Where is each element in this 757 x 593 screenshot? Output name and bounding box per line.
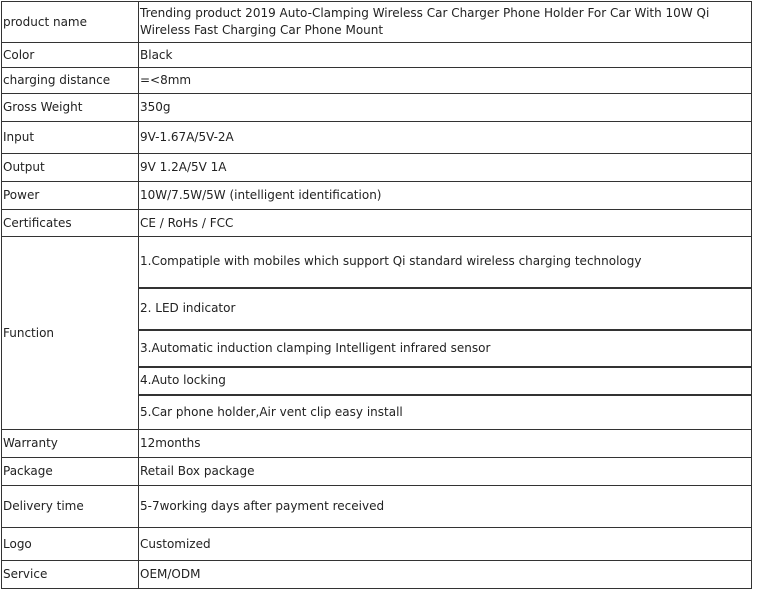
function-item: 4.Auto locking [139,367,752,395]
table-row [2,458,752,486]
row-value-logo: Customized [139,528,752,561]
table-row [2,430,752,458]
row-value-package: Retail Box package [139,458,752,486]
row-label-delivery-time: Delivery time [2,486,139,528]
row-label-charging-distance: charging distance [2,68,139,94]
table-row [2,122,752,154]
row-label-power: Power [2,182,139,210]
row-value-color: Black [139,43,752,68]
row-value-charging-distance: =<8mm [139,68,752,94]
function-item: 2. LED indicator [139,288,752,330]
table-row [2,154,752,182]
function-item: 3.Automatic induction clamping Intelligent infrared sensor [139,330,752,367]
product-spec-table [1,1,752,589]
function-item: 1.Compatiple with mobiles which support Qi standard wireless charging technology [139,237,752,288]
table-row [2,43,752,68]
row-label-product-name: product name [2,2,139,43]
row-label-warranty: Warranty [2,430,139,458]
row-label-logo: Logo [2,528,139,561]
row-label-input: Input [2,122,139,154]
row-value-service: OEM/ODM [139,561,752,589]
table-row [2,210,752,237]
row-label-gross-weight: Gross Weight [2,94,139,122]
row-value-delivery-time: 5-7working days after payment received [139,486,752,528]
row-label-service: Service [2,561,139,589]
table-row [2,2,752,43]
table-row [2,561,752,589]
table-row [2,94,752,122]
table-row [2,237,752,288]
table-row [2,68,752,94]
row-value-certificates: CE / RoHs / FCC [139,210,752,237]
table-row [2,182,752,210]
table-row [2,486,752,528]
row-label-output: Output [2,154,139,182]
row-value-output: 9V 1.2A/5V 1A [139,154,752,182]
row-value-input: 9V-1.67A/5V-2A [139,122,752,154]
row-value-gross-weight: 350g [139,94,752,122]
row-value-warranty: 12months [139,430,752,458]
function-item: 5.Car phone holder,Air vent clip easy install [139,395,752,430]
row-value-product-name: Trending product 2019 Auto-Clamping Wireless Car Charger Phone Holder For Car With 10W Qi Wireless Fast Charging Car Phone Mount [139,2,752,43]
row-label-certificates: Certificates [2,210,139,237]
table-row [2,528,752,561]
row-value-power: 10W/7.5W/5W (intelligent identification) [139,182,752,210]
row-label-function: Function [2,237,139,430]
row-label-color: Color [2,43,139,68]
row-label-package: Package [2,458,139,486]
